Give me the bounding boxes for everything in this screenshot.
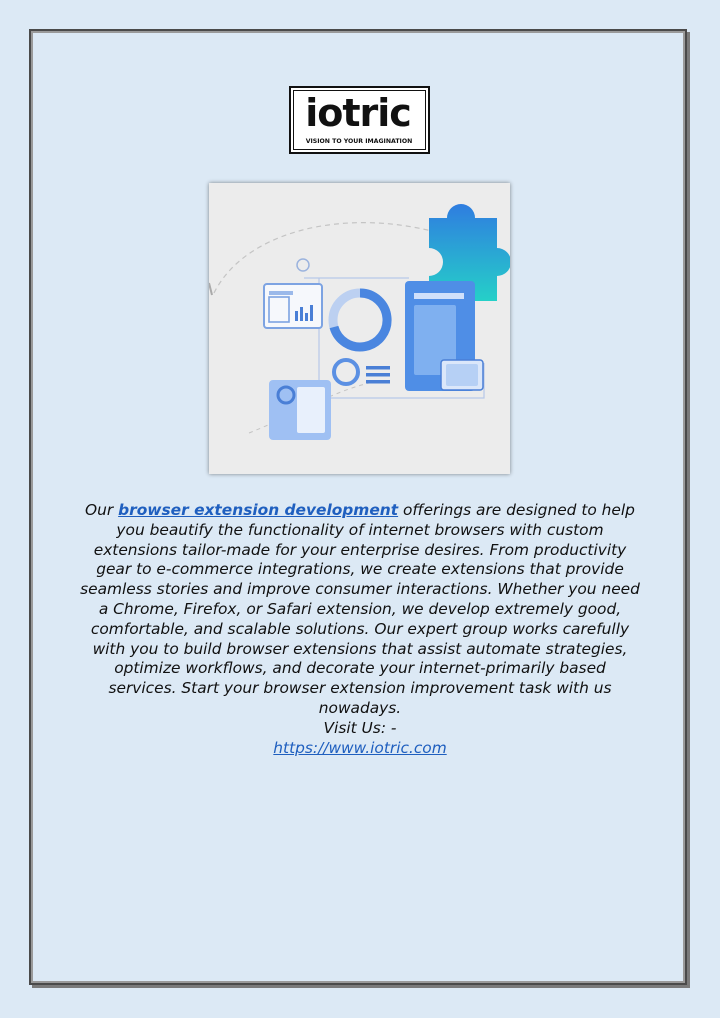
browser-extension-link[interactable]: browser extension development [118,501,399,519]
description-text [80,501,640,758]
website-link[interactable]: https://www.iotric.com [273,738,447,757]
browser-extension-illustration [209,183,510,474]
bar-chart-card [264,284,322,328]
browser-panel [405,281,483,391]
logo-wordmark: iotric [305,91,411,135]
logo-tagline: VISION TO YOUR IMAGINATION [305,138,413,145]
intro-text: Our [85,501,119,519]
paragraph-body: offerings are designed to help you beautify the functionality of internet browsers with custom extensions tailor-made for your enterprise desires. From productivity gear to e-commerce integrations, we create extensions that provide seamless stories and improve consumer interactions. Whether you need a Chrome, Firefox, or Safari extension, we develop extremely good, comfortable, and scalable solutions. Our expert group works carefully with you to build browser extensions that assist automate strategies, optimize workflows, and decorate your internet-primarily based services. Start your browser extension improvement task with us nowadays. [80,501,640,717]
iotric-logo [289,86,430,154]
visit-label: Visit Us: - [323,718,397,737]
description-paragraph [80,501,640,719]
illustration-svg [209,183,510,474]
card-panel [269,380,331,440]
